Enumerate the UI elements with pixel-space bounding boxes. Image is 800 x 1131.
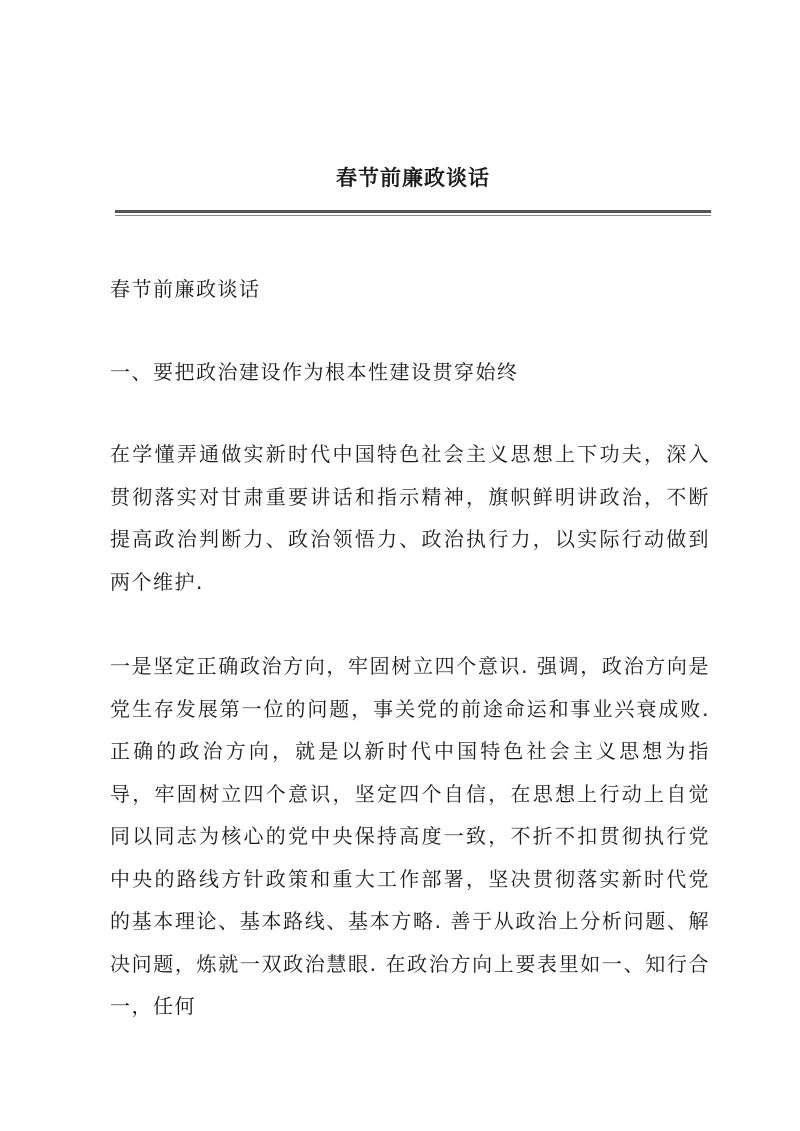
body-paragraph: 在学懂弄通做实新时代中国特色社会主义思想上下功夫，深入贯彻落实对甘肃重要讲话和指示精神，旗帜鲜明讲政治，不断提高政治判断力、政治领悟力、政治执行力，以实际行动做到两个维护. — [110, 442, 710, 594]
header-divider-thin — [115, 215, 711, 216]
header-divider — [115, 210, 711, 213]
document-title: 春节前廉政谈话 — [336, 165, 490, 190]
section-heading: 一、要把政治建设作为根本性建设贯穿始终 — [110, 359, 519, 384]
body-paragraph: 一是坚定正确政治方向，牢固树立四个意识. 强调，政治方向是党生存发展第一位的问题，事关党的前途命运和事业兴衰成败. 正确的政治方向，就是以新时代中国特色社会主义思想为指导，牢固树立四个意识，坚定四个自信，在思想上行动上自觉同以同志为核心的党中央保持高度一致，不折不扣贯彻执行党中央的路线方针政策和重大工作部署，坚决贯彻落实新时代党的基本理论、基本路线、基本方略. 善于从政治上分析问题、解决问题，炼就一双政治慧眼. 在政治方向上要表里如一、知行合一，任何 — [110, 654, 710, 1018]
body-heading: 春节前廉政谈话 — [110, 277, 261, 301]
document-body — [110, 268, 710, 1070]
document-header — [115, 160, 711, 196]
